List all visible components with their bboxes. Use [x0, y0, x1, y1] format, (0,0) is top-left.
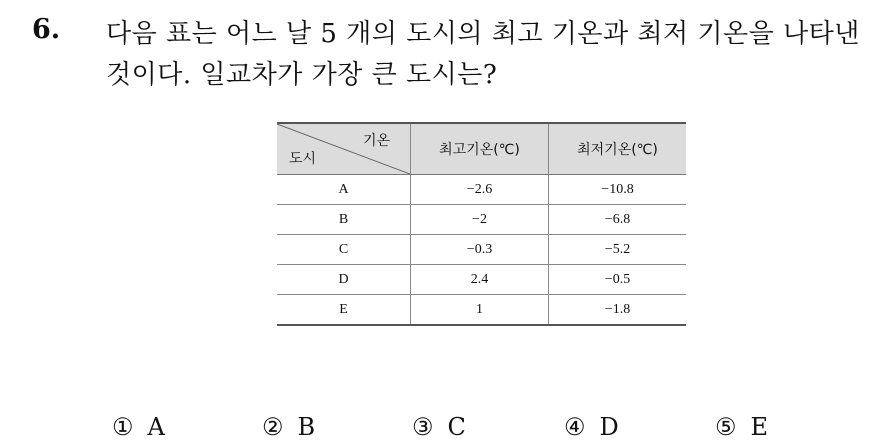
table-row	[277, 205, 686, 235]
high-temp-cell: −0.3	[411, 235, 549, 265]
choice-label: E	[750, 413, 769, 441]
choice-1[interactable]	[112, 413, 165, 441]
header-low-temp: 최저기온(℃)	[549, 123, 687, 175]
table-row	[277, 265, 686, 295]
choice-mark: ①	[112, 413, 134, 441]
table-row	[277, 235, 686, 265]
low-temp-cell: −10.8	[549, 175, 687, 205]
city-cell: E	[277, 295, 411, 326]
high-temp-cell: −2.6	[411, 175, 549, 205]
corner-header-cell	[277, 123, 411, 175]
city-cell: B	[277, 205, 411, 235]
choice-2[interactable]	[262, 413, 315, 441]
low-temp-cell: −5.2	[549, 235, 687, 265]
low-temp-cell: −6.8	[549, 205, 687, 235]
city-cell: A	[277, 175, 411, 205]
low-temp-cell: −0.5	[549, 265, 687, 295]
choice-mark: ④	[564, 413, 586, 441]
corner-top-label: 기온	[362, 133, 390, 149]
choice-4[interactable]	[564, 413, 619, 441]
choice-label: B	[297, 413, 316, 441]
choice-mark: ③	[412, 413, 434, 441]
choice-mark: ②	[262, 413, 284, 441]
table-header-row	[277, 123, 686, 175]
table-row	[277, 295, 686, 326]
high-temp-cell: 1	[411, 295, 549, 326]
corner-bottom-label: 도시	[289, 151, 317, 167]
choice-mark: ⑤	[715, 413, 737, 441]
low-temp-cell: −1.8	[549, 295, 687, 326]
choice-label: C	[447, 413, 466, 441]
choice-3[interactable]	[412, 413, 466, 441]
table-row	[277, 175, 686, 205]
high-temp-cell: 2.4	[411, 265, 549, 295]
choice-5[interactable]	[715, 413, 768, 441]
choice-label: A	[147, 413, 165, 441]
city-cell: D	[277, 265, 411, 295]
question-number: 6.	[32, 14, 61, 45]
high-temp-cell: −2	[411, 205, 549, 235]
city-cell: C	[277, 235, 411, 265]
question-text: 다음 표는 어느 날 5 개의 도시의 최고 기온과 최저 기온을 나타낸 것이다. 일교차가 가장 큰 도시는?	[106, 19, 860, 90]
choice-label: D	[599, 413, 619, 441]
temperature-table	[277, 122, 686, 326]
header-high-temp: 최고기온(℃)	[411, 123, 549, 175]
